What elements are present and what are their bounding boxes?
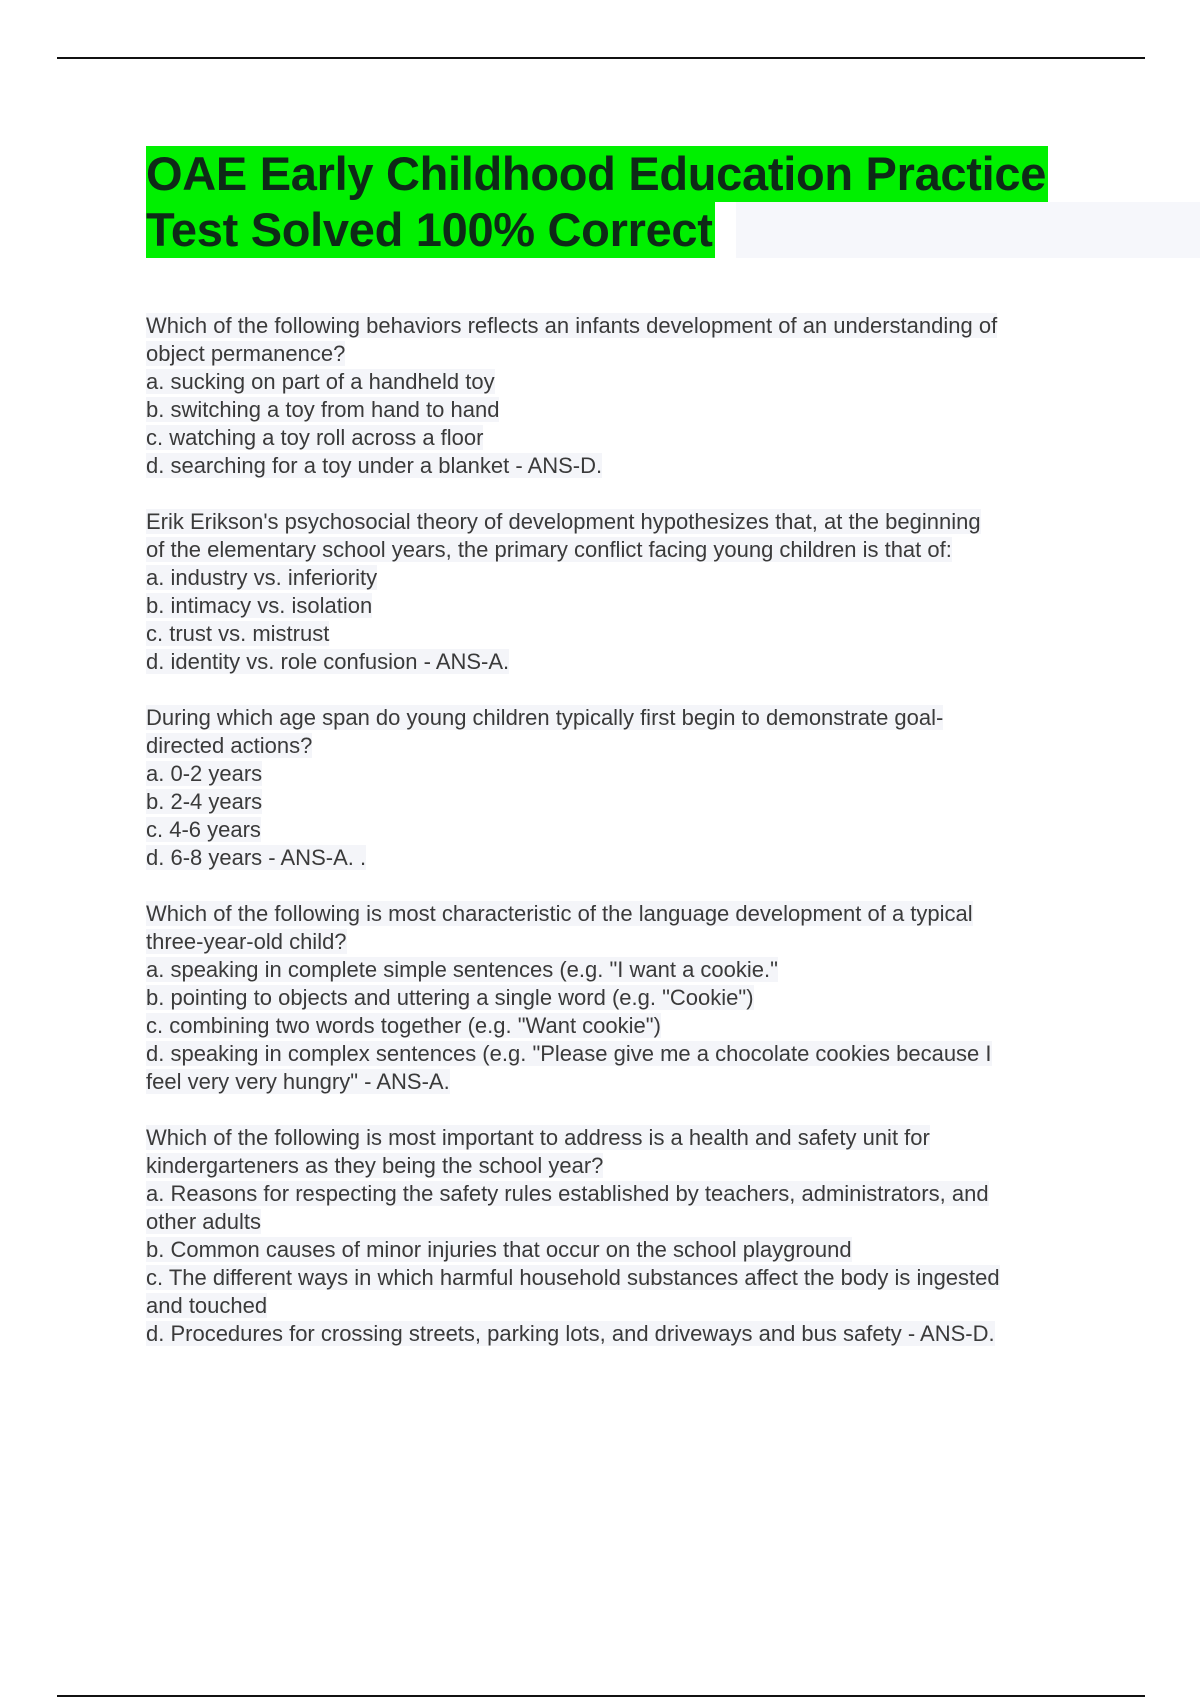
answer-option (146, 956, 1096, 984)
line-text: a. 0-2 years (146, 761, 263, 786)
line-text: During which age span do young children typically first begin to demonstrate goal- (146, 705, 944, 730)
question-text-line (146, 1152, 1096, 1180)
line-text: a. Reasons for respecting the safety rules established by teachers, administrators, and (146, 1181, 989, 1206)
line-text: kindergarteners as they being the school year? (146, 1153, 604, 1178)
line-text: b. Common causes of minor injuries that occur on the school playground (146, 1237, 852, 1262)
answer-option (146, 1068, 1096, 1096)
line-text: Which of the following is most important to address is a health and safety unit for (146, 1125, 930, 1150)
line-text: c. The different ways in which harmful household substances affect the body is ingested (146, 1265, 1000, 1290)
answer-option (146, 452, 1096, 480)
answer-option (146, 1320, 1096, 1348)
footer-rule (57, 1695, 1145, 1697)
answer-option (146, 788, 1096, 816)
question-text-line (146, 340, 1096, 368)
line-text: Which of the following is most characteristic of the language development of a typical (146, 901, 973, 926)
line-text: c. combining two words together (e.g. "Want cookie") (146, 1013, 661, 1038)
line-text: a. sucking on part of a handheld toy (146, 369, 495, 394)
line-text: b. intimacy vs. isolation (146, 593, 373, 618)
line-text: Which of the following behaviors reflects an infants development of an understanding of (146, 313, 998, 338)
line-text: three-year-old child? (146, 929, 347, 954)
question-text-line (146, 704, 1096, 732)
line-text: object permanence? (146, 341, 346, 366)
question-block (146, 312, 1096, 480)
question-text-line (146, 732, 1096, 760)
answer-option (146, 564, 1096, 592)
line-text: d. Procedures for crossing streets, parking lots, and driveways and bus safety - ANS-D. (146, 1321, 995, 1346)
answer-option (146, 620, 1096, 648)
answer-option (146, 396, 1096, 424)
question-block (146, 900, 1096, 1096)
question-block (146, 508, 1096, 676)
line-text: b. switching a toy from hand to hand (146, 397, 500, 422)
line-text: d. searching for a toy under a blanket - ANS-D. (146, 453, 603, 478)
answer-option (146, 1292, 1096, 1320)
line-text: d. 6-8 years - ANS-A. . (146, 845, 367, 870)
question-text-line (146, 900, 1096, 928)
answer-option (146, 592, 1096, 620)
line-text: a. industry vs. inferiority (146, 565, 378, 590)
answer-option (146, 1264, 1096, 1292)
answer-option (146, 1180, 1096, 1208)
question-text-line (146, 1124, 1096, 1152)
line-text: and touched (146, 1293, 268, 1318)
document-title (146, 146, 1090, 258)
line-text: b. 2-4 years (146, 789, 263, 814)
title-line-2: Test Solved 100% Correct (146, 203, 713, 256)
line-text: b. pointing to objects and uttering a single word (e.g. "Cookie") (146, 985, 754, 1010)
line-text: feel very very hungry" - ANS-A. (146, 1069, 450, 1094)
question-text-line (146, 312, 1096, 340)
question-block (146, 704, 1096, 872)
line-text: Erik Erikson's psychosocial theory of development hypothesizes that, at the beginning (146, 509, 981, 534)
line-text: c. trust vs. mistrust (146, 621, 330, 646)
line-text: c. watching a toy roll across a floor (146, 425, 484, 450)
question-text-line (146, 536, 1096, 564)
line-text: c. 4-6 years (146, 817, 261, 842)
answer-option (146, 844, 1096, 872)
answer-option (146, 1040, 1096, 1068)
answer-option (146, 368, 1096, 396)
answer-option (146, 1236, 1096, 1264)
header-rule (57, 57, 1145, 59)
answer-option (146, 816, 1096, 844)
question-text-line (146, 508, 1096, 536)
question-text-line (146, 928, 1096, 956)
answer-option (146, 984, 1096, 1012)
line-text: a. speaking in complete simple sentences (e.g. "I want a cookie." (146, 957, 778, 982)
line-text: d. identity vs. role confusion - ANS-A. (146, 649, 510, 674)
answer-option (146, 648, 1096, 676)
line-text: other adults (146, 1209, 261, 1234)
question-block (146, 1124, 1096, 1348)
line-text: d. speaking in complex sentences (e.g. "Please give me a chocolate cookies because I (146, 1041, 992, 1066)
answer-option (146, 1208, 1096, 1236)
line-text: directed actions? (146, 733, 313, 758)
answer-option (146, 1012, 1096, 1040)
line-text: of the elementary school years, the primary conflict facing young children is that of: (146, 537, 952, 562)
answer-option (146, 424, 1096, 452)
answer-option (146, 760, 1096, 788)
title-line-1: OAE Early Childhood Education Practice (146, 147, 1047, 200)
question-list (146, 312, 1096, 1376)
